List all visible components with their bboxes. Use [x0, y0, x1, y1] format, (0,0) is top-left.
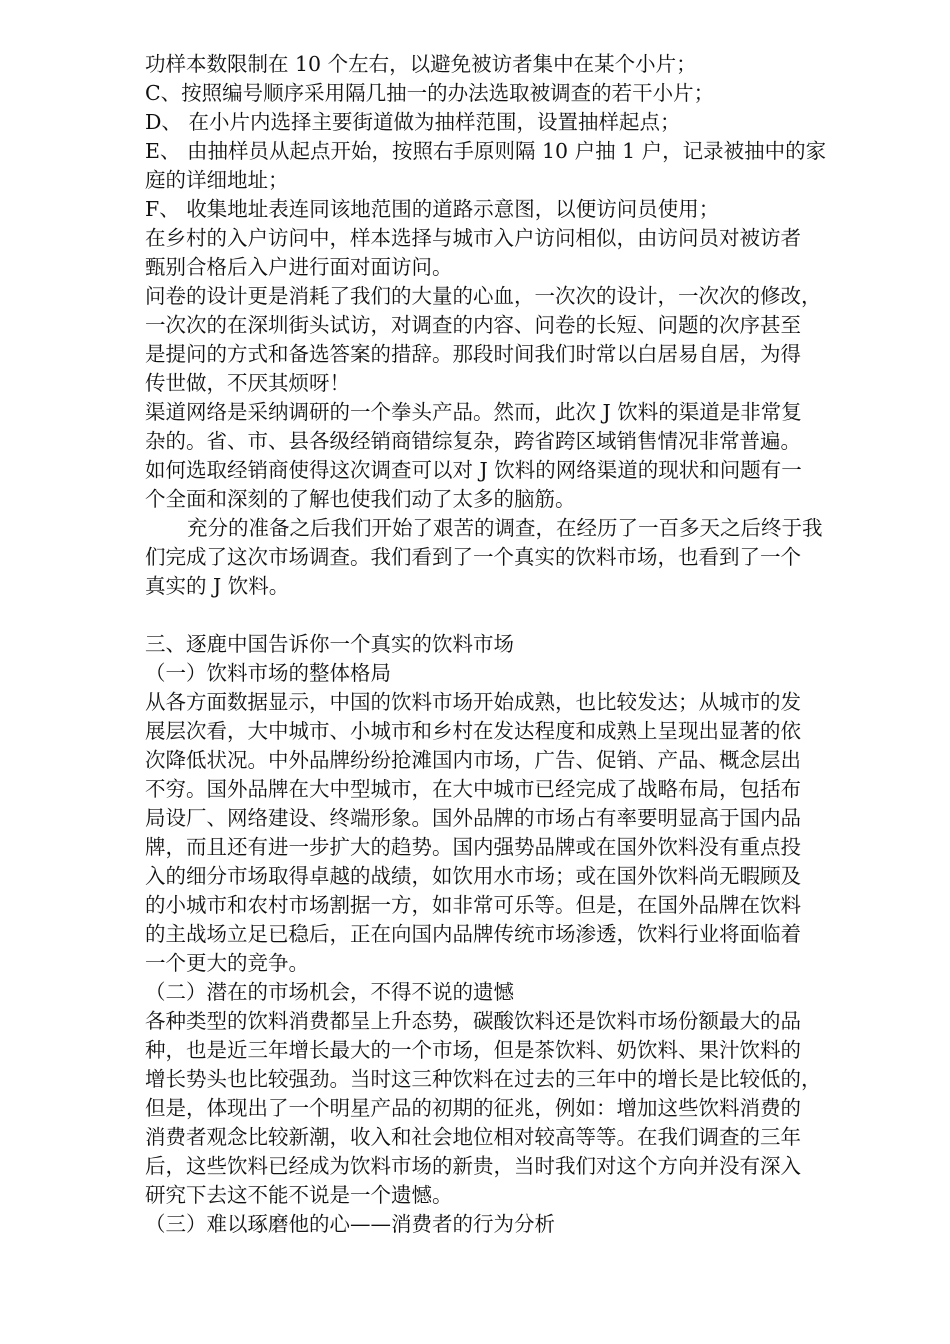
- text-line: 们完成了这次市场调查。我们看到了一个真实的饮料市场，也看到了一个: [145, 545, 801, 569]
- text-line: （三）难以琢磨他的心——消费者的行为分析: [145, 1212, 555, 1236]
- text-line: 不穷。国外品牌在大中型城市，在大中城市已经完成了战略布局，包括布: [145, 777, 801, 801]
- text-line: 渠道网络是采纳调研的一个拳头产品。然而，此次 J 饮料的渠道是非常复: [145, 400, 802, 424]
- text-line: 真实的 J 饮料。: [145, 574, 290, 598]
- text-line: 增长势头也比较强劲。当时这三种饮料在过去的三年中的增长是比较低的，: [145, 1067, 822, 1091]
- document-page: [145, 50, 875, 1239]
- text-line: 杂的。省、市、县各级经销商错综复杂，跨省跨区域销售情况非常普遍。: [145, 429, 801, 453]
- text-line: 是提问的方式和备选答案的措辞。那段时间我们时常以白居易自居，为得: [145, 342, 801, 366]
- text-line: 从各方面数据显示，中国的饮料市场开始成熟，也比较发达；从城市的发: [145, 690, 801, 714]
- text-line: 在乡村的入户访问中，样本选择与城市入户访问相似，由访问员对被访者: [145, 226, 801, 250]
- text-line: 但是，体现出了一个明星产品的初期的征兆，例如：增加这些饮料消费的: [145, 1096, 801, 1120]
- text-line: 甄别合格后入户进行面对面访问。: [145, 255, 453, 279]
- text-line: 庭的详细地址；: [145, 168, 289, 192]
- text-line: 的主战场立足已稳后，正在向国内品牌传统市场渗透，饮料行业将面临着: [145, 922, 801, 946]
- text-line: 传世做，不厌其烦呀！: [145, 371, 350, 395]
- text-line: D、 在小片内选择主要街道做为抽样范围，设置抽样起点；: [145, 110, 681, 134]
- text-line: 后，这些饮料已经成为饮料市场的新贵，当时我们对这个方向并没有深入: [145, 1154, 801, 1178]
- text-line: 局设厂、网络建设、终端形象。国外品牌的市场占有率要明显高于国内品: [145, 806, 801, 830]
- text-line: 入的细分市场取得卓越的战绩，如饮用水市场；或在国外饮料尚无暇顾及: [145, 864, 801, 888]
- text-line: 功样本数限制在 10 个左右，以避免被访者集中在某个小片；: [145, 52, 697, 76]
- text-line: 次降低状况。中外品牌纷纷抢滩国内市场，广告、促销、产品、概念层出: [145, 748, 801, 772]
- text-line: 一个更大的竞争。: [145, 951, 309, 975]
- blank-line: [145, 601, 875, 630]
- text-line: 种，也是近三年增长最大的一个市场，但是茶饮料、奶饮料、果汁饮料的: [145, 1038, 801, 1062]
- text-line: E、 由抽样员从起点开始，按照右手原则隔 10 户抽 1 户，记录被抽中的家: [145, 139, 827, 163]
- text-line: 展层次看，大中城市、小城市和乡村在发达程度和成熟上呈现出显著的依: [145, 719, 801, 743]
- text-line: 研究下去这不能不说是一个遗憾。: [145, 1183, 453, 1207]
- text-line: 牌，而且还有进一步扩大的趋势。国内强势品牌或在国外饮料没有重点投: [145, 835, 801, 859]
- text-line: 问卷的设计更是消耗了我们的大量的心血，一次次的设计，一次次的修改，: [145, 284, 822, 308]
- text-line: 的小城市和农村市场割据一方，如非常可乐等。但是，在国外品牌在饮料: [145, 893, 801, 917]
- text-line: 各种类型的饮料消费都呈上升态势，碳酸饮料还是饮料市场份额最大的品: [145, 1009, 801, 1033]
- text-line: F、 收集地址表连同该地范围的道路示意图，以便访问员使用；: [145, 197, 720, 221]
- text-line: （二）潜在的市场机会，不得不说的遗憾: [145, 980, 514, 1004]
- text-line: C、按照编号顺序采用隔几抽一的办法选取被调查的若干小片；: [145, 81, 715, 105]
- text-line: 个全面和深刻的了解也使我们动了太多的脑筋。: [145, 487, 576, 511]
- text-line: 充分的准备之后我们开始了艰苦的调查，在经历了一百多天之后终于我: [187, 516, 823, 540]
- text-line: 消费者观念比较新潮，收入和社会地位相对较高等等。在我们调查的三年: [145, 1125, 801, 1149]
- text-line: （一）饮料市场的整体格局: [145, 661, 391, 685]
- text-line: 如何选取经销商使得这次调查可以对 J 饮料的网络渠道的现状和问题有一: [145, 458, 802, 482]
- text-line: 一次次的在深圳街头试访，对调查的内容、问卷的长短、问题的次序甚至: [145, 313, 801, 337]
- text-line: 三、逐鹿中国告诉你一个真实的饮料市场: [145, 632, 514, 656]
